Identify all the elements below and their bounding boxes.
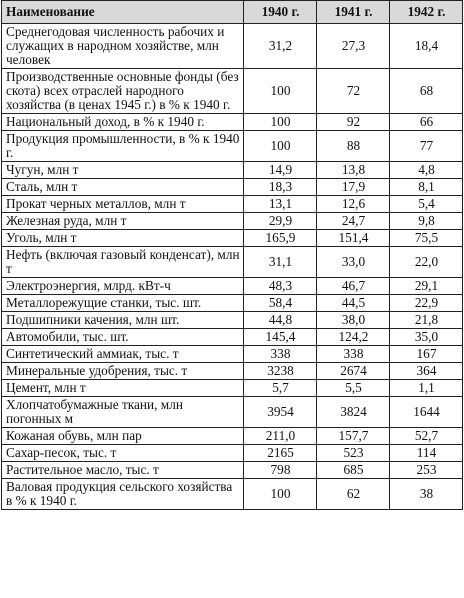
row-label: Синтетический аммиак, тыс. т [2,346,244,363]
value-1942: 18,4 [390,24,463,69]
header-row [2,1,463,24]
row-label: Хлопчатобумажные ткани, млн погонных м [2,397,244,428]
table-row [2,278,463,295]
value-1941: 72 [317,69,390,114]
value-1941: 44,5 [317,295,390,312]
value-1941: 17,9 [317,179,390,196]
value-1942: 68 [390,69,463,114]
value-1942: 75,5 [390,230,463,247]
value-1941: 46,7 [317,278,390,295]
value-1941: 12,6 [317,196,390,213]
table-row [2,213,463,230]
row-label: Кожаная обувь, млн пар [2,428,244,445]
value-1941: 338 [317,346,390,363]
row-label: Чугун, млн т [2,162,244,179]
value-1941: 88 [317,131,390,162]
table-row [2,428,463,445]
value-1940: 100 [244,69,317,114]
value-1940: 48,3 [244,278,317,295]
table-row [2,346,463,363]
value-1941: 38,0 [317,312,390,329]
row-label: Растительное масло, тыс. т [2,462,244,479]
value-1940: 798 [244,462,317,479]
value-1941: 62 [317,479,390,510]
value-1941: 33,0 [317,247,390,278]
value-1941: 157,7 [317,428,390,445]
value-1942: 38 [390,479,463,510]
value-1940: 44,8 [244,312,317,329]
value-1942: 364 [390,363,463,380]
value-1940: 18,3 [244,179,317,196]
row-label: Железная руда, млн т [2,213,244,230]
value-1940: 3954 [244,397,317,428]
row-label: Нефть (включая газовый конденсат), млн т [2,247,244,278]
value-1940: 100 [244,114,317,131]
table-row [2,312,463,329]
row-label: Сталь, млн т [2,179,244,196]
table-row [2,69,463,114]
table-row [2,196,463,213]
table-row [2,479,463,510]
value-1941: 124,2 [317,329,390,346]
value-1942: 5,4 [390,196,463,213]
value-1940: 31,1 [244,247,317,278]
column-header-name: Наименование [2,1,244,24]
table-row [2,230,463,247]
value-1940: 58,4 [244,295,317,312]
value-1941: 523 [317,445,390,462]
value-1940: 13,1 [244,196,317,213]
value-1942: 22,9 [390,295,463,312]
value-1942: 29,1 [390,278,463,295]
value-1941: 5,5 [317,380,390,397]
table-row [2,114,463,131]
row-label: Подшипники качения, млн шт. [2,312,244,329]
statistics-table [1,0,463,510]
value-1942: 114 [390,445,463,462]
table-row [2,445,463,462]
value-1942: 52,7 [390,428,463,445]
value-1942: 167 [390,346,463,363]
table-body [2,24,463,510]
table-row [2,247,463,278]
value-1940: 165,9 [244,230,317,247]
value-1942: 22,0 [390,247,463,278]
value-1940: 31,2 [244,24,317,69]
column-header-1940: 1940 г. [244,1,317,24]
row-label: Металлорежущие станки, тыс. шт. [2,295,244,312]
value-1942: 4,8 [390,162,463,179]
value-1942: 1,1 [390,380,463,397]
row-label: Автомобили, тыс. шт. [2,329,244,346]
value-1941: 2674 [317,363,390,380]
value-1942: 8,1 [390,179,463,196]
value-1941: 151,4 [317,230,390,247]
row-label: Среднегодовая численность рабочих и служащих в народном хозяйстве, млн человек [2,24,244,69]
value-1942: 21,8 [390,312,463,329]
table-row [2,363,463,380]
table-row [2,295,463,312]
row-label: Производственные основные фонды (без скота) всех отраслей народного хозяйства (в ценах 1945 г.) в % к 1940 г. [2,69,244,114]
value-1941: 3824 [317,397,390,428]
value-1940: 2165 [244,445,317,462]
value-1940: 145,4 [244,329,317,346]
value-1942: 77 [390,131,463,162]
table-row [2,462,463,479]
value-1940: 100 [244,131,317,162]
table-row [2,24,463,69]
row-label: Валовая продукция сельского хозяйства в % к 1940 г. [2,479,244,510]
row-label: Национальный доход, в % к 1940 г. [2,114,244,131]
row-label: Цемент, млн т [2,380,244,397]
table-row [2,162,463,179]
table-row [2,397,463,428]
row-label: Продукция промышленности, в % к 1940 г. [2,131,244,162]
row-label: Прокат черных металлов, млн т [2,196,244,213]
table-row [2,329,463,346]
value-1940: 5,7 [244,380,317,397]
value-1940: 3238 [244,363,317,380]
value-1941: 24,7 [317,213,390,230]
value-1941: 92 [317,114,390,131]
value-1942: 253 [390,462,463,479]
value-1942: 9,8 [390,213,463,230]
value-1941: 27,3 [317,24,390,69]
row-label: Минеральные удобрения, тыс. т [2,363,244,380]
value-1940: 14,9 [244,162,317,179]
value-1941: 685 [317,462,390,479]
table-row [2,179,463,196]
row-label: Электроэнергия, млрд. кВт-ч [2,278,244,295]
value-1942: 66 [390,114,463,131]
row-label: Уголь, млн т [2,230,244,247]
value-1942: 35,0 [390,329,463,346]
column-header-1942: 1942 г. [390,1,463,24]
table-row [2,131,463,162]
value-1940: 29,9 [244,213,317,230]
value-1940: 338 [244,346,317,363]
table-row [2,380,463,397]
row-label: Сахар-песок, тыс. т [2,445,244,462]
value-1940: 211,0 [244,428,317,445]
column-header-1941: 1941 г. [317,1,390,24]
value-1941: 13,8 [317,162,390,179]
value-1940: 100 [244,479,317,510]
value-1942: 1644 [390,397,463,428]
